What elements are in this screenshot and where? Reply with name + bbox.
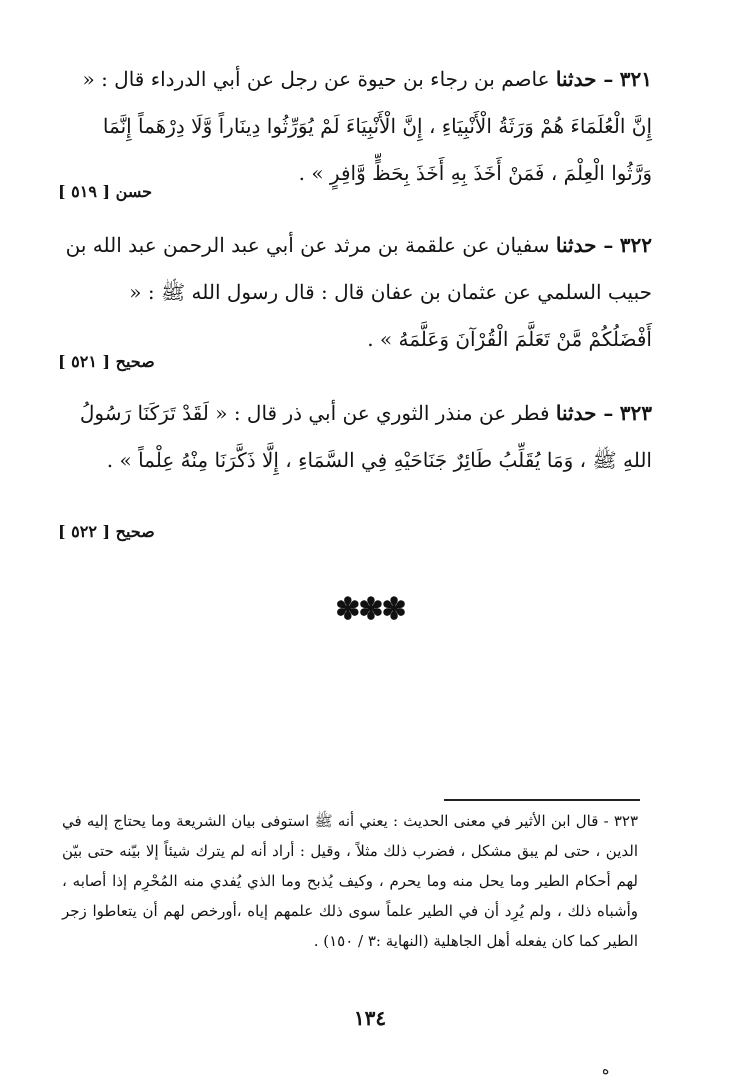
matn: « إِنَّ الْعُلَمَاءَ هُمْ وَرَثَةُ الْأَنْبِيَاءِ ، إِنَّ الْأَنْبِيَاءَ لَمْ يُوَرِّثُوا دِينَاراً وَّلَا دِرْهَماً إِنَّمَا وَرَّثُوا الْعِلْمَ ، فَمَنْ أَخَذَ بِهِ أَخَذَ بِحَظٍّ وَّافِرٍ » . — [82, 67, 652, 185]
matn: « لَقَدْ تَرَكَنَا رَسُولُ اللهِ ﷺ ، وَمَا يُقَلِّبُ طَائِرٌ جَنَاحَيْهِ فِي السَّمَاءِ ، إِلَّا ذَكَّرَنَا مِنْهُ عِلْماً » . — [79, 401, 652, 472]
hadith-number: ٣٢١ — [619, 67, 652, 91]
matn: « أَفْضَلُكُمْ مَّنْ تَعَلَّمَ الْقُرْآنَ وَعَلَّمَهُ » . — [129, 280, 652, 351]
bottom-mark: ه — [602, 1062, 610, 1078]
hadith-text: ٣٢١ – حدثنا عاصم بن رجاء بن حيوة عن رجل عن أبي الدرداء قال : « إِنَّ الْعُلَمَاءَ هُمْ وَرَثَةُ الْأَنْبِيَاءِ ، إِنَّ الْأَنْبِيَاءَ لَمْ يُوَرِّثُوا دِينَاراً وَّلَا دِرْهَماً إِنَّمَا وَرَّثُوا الْعِلْمَ ، فَمَنْ أَخَذَ بِهِ أَخَذَ بِحَظٍّ وَّافِرٍ » . — [82, 67, 652, 185]
isnad: فطر عن منذر الثوري عن أبي ذر قال : — [233, 401, 550, 425]
isnad: سفيان عن علقمة بن مرثد عن أبي عبد الرحمن عبد الله بن حبيب السلمي عن عثمان بن عفان قال : قال رسول الله ﷺ : — [65, 233, 652, 304]
hadith-number: ٣٢٢ — [619, 233, 652, 257]
section-separator: ✽✽✽ — [335, 592, 405, 627]
hadith-321 — [62, 56, 652, 197]
footnote-divider — [444, 799, 640, 801]
footnote-text: ٣٢٣ - قال ابن الأثير في معنى الحديث : يعني أنه ﷺ استوفى بيان الشريعة وما يحتاج إليه في الدين ، حتى لم يبق مشكل ، فضرب ذلك مثلاً ، وقيل : أراد أنه لم يترك شيئاً إلا بيّنه حتى بيّن لهم أحكام الطير وما يحل منه وما يحرم ، وكيف يُذبح وما الذي يُفدي منه المُحْرِم إذا أصابه ، وأشباه ذلك ، ولم يُرِد أن في الطير علماً سوى ذلك علمهم إياه ،أورخص لهم أن يتعاطوا زجر الطير كما كان يفعله أهل الجاهلية (النهاية :٣ / ١٥٠) . — [62, 812, 638, 950]
hadith-text: ٣٢٢ – حدثنا سفيان عن علقمة بن مرثد عن أبي عبد الرحمن عبد الله بن حبيب السلمي عن عثمان بن عفان قال : قال رسول الله ﷺ : « أَفْضَلُكُمْ مَّنْ تَعَلَّمَ الْقُرْآنَ وَعَلَّمَهُ » . — [65, 233, 652, 351]
haddathana: حدثنا — [555, 67, 597, 91]
page-number: ١٣٤ — [353, 1006, 387, 1030]
haddathana: حدثنا — [555, 401, 597, 425]
hadith-grade: حسن [ ٥١٩ ] — [58, 182, 152, 201]
hadith-322 — [62, 222, 652, 363]
hadith-text: ٣٢٣ – حدثنا فطر عن منذر الثوري عن أبي ذر قال : « لَقَدْ تَرَكَنَا رَسُولُ اللهِ ﷺ ، وَمَا يُقَلِّبُ طَائِرٌ جَنَاحَيْهِ فِي السَّمَاءِ ، إِلَّا ذَكَّرَنَا مِنْهُ عِلْماً » . — [79, 401, 652, 472]
hadith-grade: صحيح [ ٥٢٢ ] — [58, 522, 155, 541]
hadith-number: ٣٢٣ — [619, 401, 652, 425]
footnote — [62, 806, 638, 956]
haddathana: حدثنا — [555, 233, 597, 257]
hadith-323 — [62, 390, 652, 484]
hadith-grade: صحيح [ ٥٢١ ] — [58, 352, 155, 371]
isnad: عاصم بن رجاء بن حيوة عن رجل عن أبي الدرداء قال : — [101, 67, 550, 91]
